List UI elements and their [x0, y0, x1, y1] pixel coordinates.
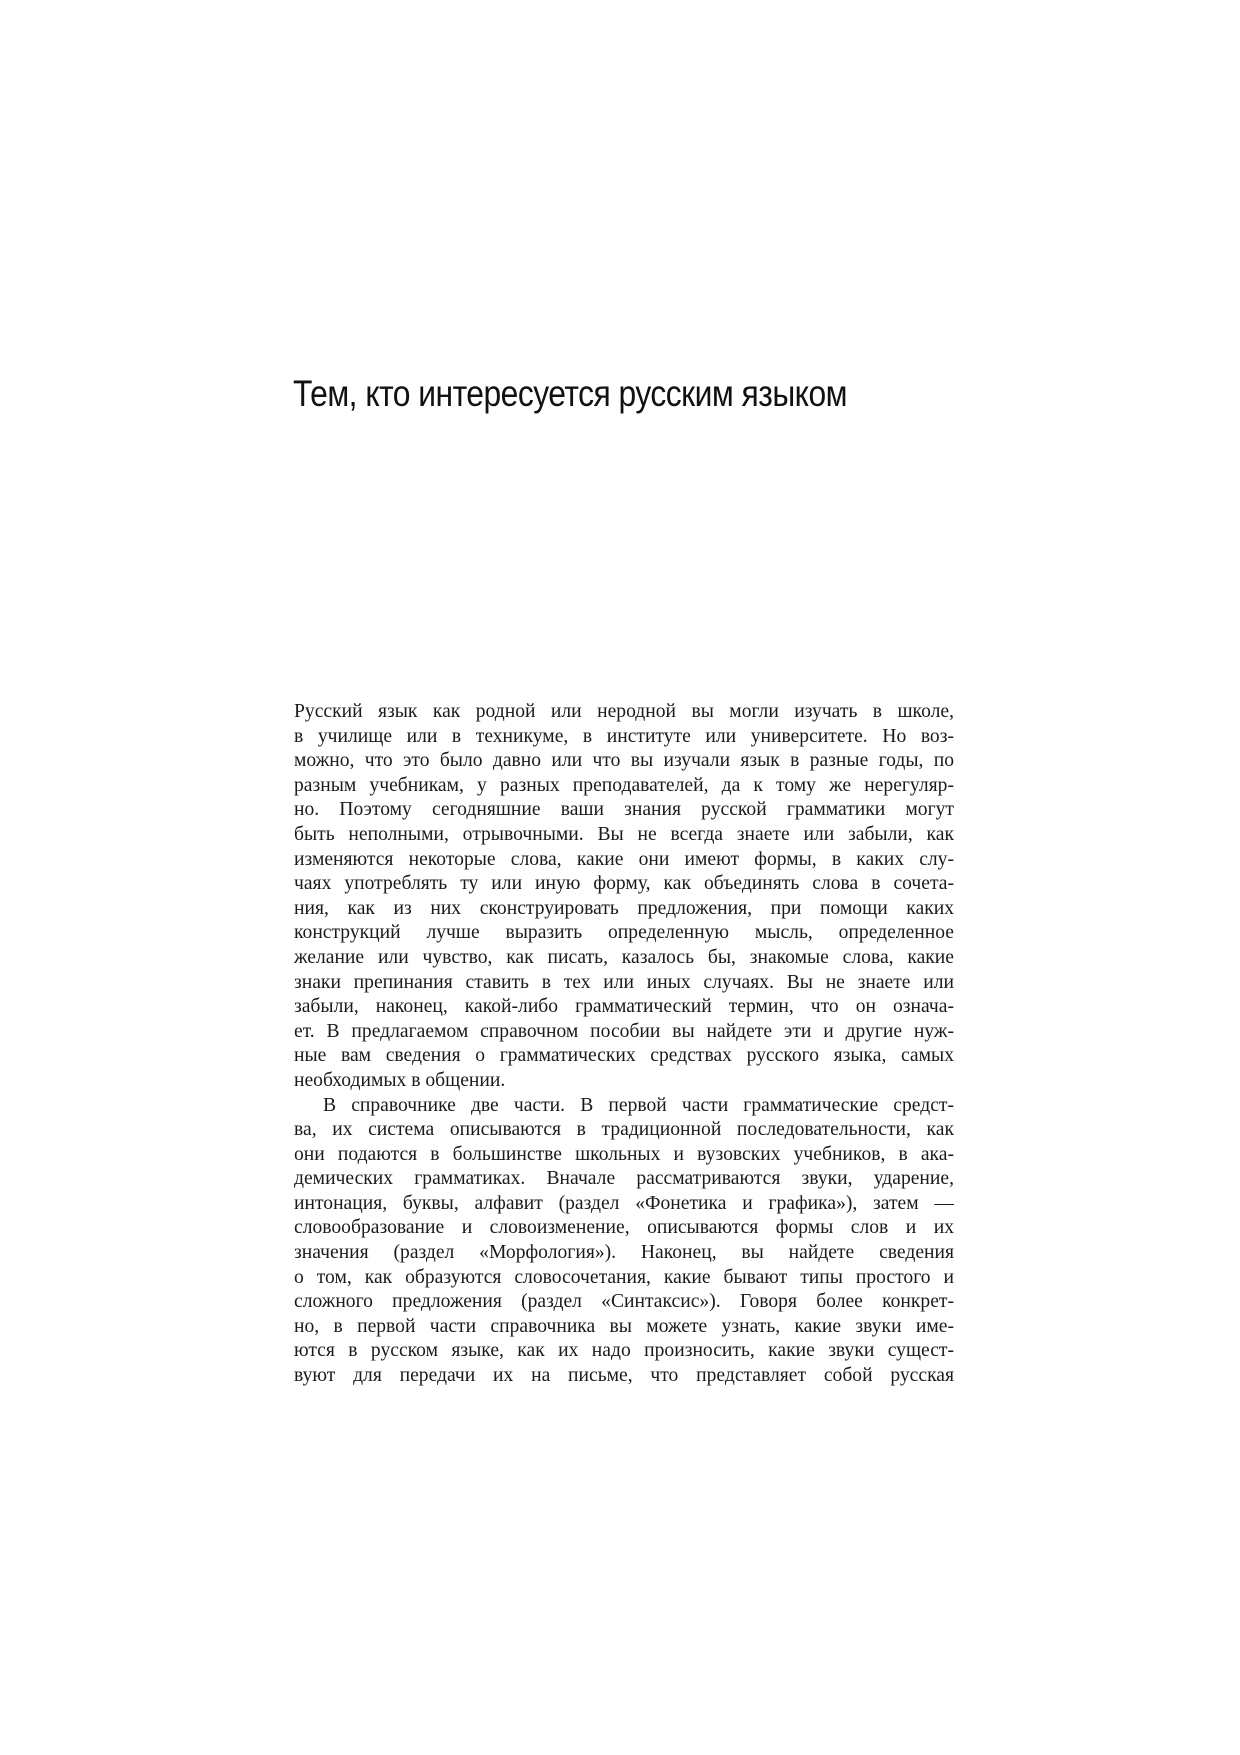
- text-line: значения (раздел «Морфология»). Наконец, вы найдете сведения: [294, 1242, 954, 1264]
- text-line: ет. В предлагаемом справочном пособии вы найдете эти и другие нуж-: [294, 1020, 954, 1042]
- text-line: знаки препинания ставить в тех или иных случаях. Вы не знаете или: [294, 971, 954, 993]
- text-line: о том, как образуются словосочетания, какие бывают типы простого и: [294, 1266, 954, 1288]
- text-line: вуют для передачи их на письме, что представляет собой русская: [294, 1365, 954, 1387]
- chapter-title: Тем, кто интересуется русским языком: [293, 373, 847, 414]
- text-line: чаях употреблять ту или иную форму, как объединять слова в сочета-: [294, 873, 954, 895]
- text-line: Русский язык как родной или неродной вы могли изучать в школе,: [294, 701, 954, 722]
- text-line: в училище или в техникуме, в институте или университете. Но воз-: [294, 725, 954, 747]
- text-line: демических грамматиках. Вначале рассматриваются звуки, ударение,: [294, 1168, 954, 1190]
- text-line: ния, как из них сконструировать предложения, при помощи каких: [294, 897, 954, 919]
- text-line: разным учебникам, у разных преподавателей, да к тому же нерегуляр-: [294, 774, 954, 796]
- text-line: ва, их система описываются в традиционной последовательности, как: [294, 1119, 954, 1141]
- text-line: желание или чувство, как писать, казалось бы, знакомые слова, какие: [294, 946, 954, 968]
- body-text: [294, 700, 954, 1389]
- text-line: изменяются некоторые слова, какие они имеют формы, в каких слу-: [294, 848, 954, 870]
- text-line: необходимых в общении.: [294, 1069, 506, 1091]
- text-line: забыли, наконец, какой-либо грамматический термин, что он означа-: [294, 996, 954, 1018]
- text-line: сложного предложения (раздел «Синтаксис»). Говоря более конкрет-: [294, 1291, 954, 1313]
- text-line: словообразование и словоизменение, описываются формы слов и их: [294, 1217, 954, 1239]
- text-line: В справочнике две части. В первой части грамматические средст-: [323, 1094, 954, 1116]
- text-line: но. Поэтому сегодняшние ваши знания русской грамматики могут: [294, 799, 954, 821]
- text-line: конструкций лучше выразить определенную мысль, определенное: [294, 922, 954, 944]
- paragraph-2: [294, 1094, 954, 1389]
- text-line: можно, что это было давно или что вы изучали язык в разные годы, по: [294, 750, 954, 772]
- text-line: они подаются в большинстве школьных и вузовских учебников, в ака-: [294, 1143, 954, 1165]
- text-line: быть неполными, отрывочными. Вы не всегда знаете или забыли, как: [294, 823, 954, 845]
- text-line: ются в русском языке, как их надо произносить, какие звуки сущест-: [294, 1340, 954, 1362]
- text-line: ные вам сведения о грамматических средствах русского языка, самых: [294, 1045, 954, 1067]
- text-line: но, в первой части справочника вы можете узнать, какие звуки име-: [294, 1315, 954, 1337]
- text-line: интонация, буквы, алфавит (раздел «Фонетика и графика»), затем —: [294, 1192, 954, 1214]
- paragraph-1: [294, 700, 954, 1094]
